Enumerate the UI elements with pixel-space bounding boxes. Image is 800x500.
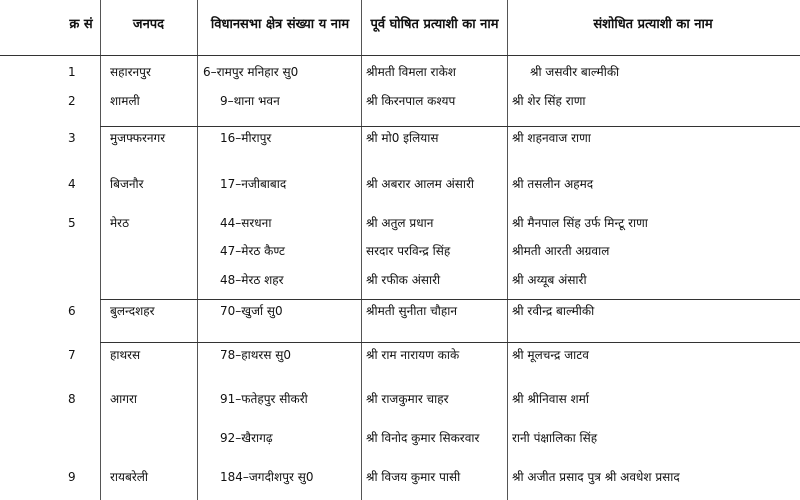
row-revised-candidate: श्री मैनपाल सिंह उर्फ मिन्टू राणा [512, 216, 648, 230]
row-serial: 9 [68, 470, 76, 484]
row-district: सहारनपुर [110, 65, 151, 79]
header-revised-candidate: संशोधित प्रत्याशी का नाम [593, 17, 713, 32]
row-revised-candidate: श्री अजीत प्रसाद पुत्र श्री अवधेश प्रसाद [512, 470, 680, 484]
row-previous-candidate: श्री विनोद कुमार सिकरवार [366, 431, 480, 445]
row-district: हाथरस [110, 348, 141, 362]
header-constituency: विधानसभा क्षेत्र संख्या य नाम [210, 17, 350, 32]
row-revised-candidate: श्री मूलचन्द्र जाटव [512, 348, 589, 362]
row-previous-candidate: श्री रफीक अंसारी [366, 273, 441, 287]
column-border [100, 0, 101, 500]
row-previous-candidate: श्री अतुल प्रधान [366, 216, 434, 230]
row-revised-candidate: श्री अय्यूब अंसारी [512, 273, 587, 287]
row-previous-candidate: श्री राम नारायण काके [366, 348, 460, 362]
row-border [100, 342, 800, 343]
row-revised-candidate: श्री शेर सिंह राणा [512, 94, 586, 108]
row-serial: 6 [68, 304, 76, 318]
row-constituency: 16–मीरापुर [220, 131, 272, 145]
row-previous-candidate: श्रीमती सुनीता चौहान [366, 304, 458, 318]
row-constituency: 44–सरधना [220, 216, 272, 230]
row-serial: 4 [68, 177, 76, 191]
row-revised-candidate: श्री जसवीर बाल्मीकी [530, 65, 620, 79]
row-border [100, 126, 800, 127]
row-constituency: 6–रामपुर मनिहार सु0 [203, 65, 299, 79]
header-serial-number: क्र सं [69, 17, 93, 32]
row-previous-candidate: श्री विजय कुमार पासी [366, 470, 461, 484]
row-constituency: 17–नजीबाबाद [220, 177, 287, 191]
row-constituency: 78–हाथरस सु0 [220, 348, 291, 362]
row-revised-candidate: श्री तसलीन अहमद [512, 177, 594, 191]
row-serial: 2 [68, 94, 76, 108]
row-previous-candidate: श्रीमती विमला राकेश [366, 65, 456, 79]
column-border [507, 0, 508, 500]
row-district: शामली [110, 94, 140, 108]
row-previous-candidate: श्री राजकुमार चाहर [366, 392, 449, 406]
header-district: जनपद [132, 17, 165, 32]
row-serial: 1 [68, 65, 76, 79]
row-previous-candidate: सरदार परविन्द्र सिंह [366, 244, 451, 258]
row-constituency: 184–जगदीशपुर सु0 [220, 470, 314, 484]
row-revised-candidate: रानी पंक्षालिका सिंह [512, 431, 598, 445]
row-previous-candidate: श्री किरनपाल कश्यप [366, 94, 456, 108]
row-revised-candidate: श्री रवीन्द्र बाल्मीकी [512, 304, 595, 318]
row-previous-candidate: श्री मो0 इलियास [366, 131, 439, 145]
row-constituency: 9–थाना भवन [220, 94, 280, 108]
row-revised-candidate: श्री श्रीनिवास शर्मा [512, 392, 589, 406]
row-previous-candidate: श्री अबरार आलम अंसारी [366, 177, 474, 191]
row-revised-candidate: श्रीमती आरती अग्रवाल [512, 244, 610, 258]
column-border [197, 0, 198, 500]
header-previous-candidate: पूर्व घोषित प्रत्याशी का नाम [370, 17, 499, 32]
row-constituency: 70–खुर्जा सु0 [220, 304, 283, 318]
row-serial: 5 [68, 216, 76, 230]
row-constituency: 47–मेरठ कैण्ट [220, 244, 285, 258]
row-serial: 3 [68, 131, 76, 145]
row-district: आगरा [110, 392, 138, 406]
row-serial: 7 [68, 348, 76, 362]
row-constituency: 91–फतेहपुर सीकरी [220, 392, 308, 406]
row-district: बुलन्दशहर [110, 304, 155, 318]
row-revised-candidate: श्री शहनवाज राणा [512, 131, 591, 145]
row-constituency: 92–खैरागढ़ [220, 431, 273, 445]
row-district: रायबरेली [110, 470, 148, 484]
row-serial: 8 [68, 392, 76, 406]
row-constituency: 48–मेरठ शहर [220, 273, 284, 287]
row-border [100, 299, 800, 300]
column-border [361, 0, 362, 500]
row-district: मुजफ्फरनगर [110, 131, 166, 145]
row-border [0, 55, 800, 56]
row-district: बिजनौर [110, 177, 144, 191]
row-district: मेरठ [110, 216, 130, 230]
